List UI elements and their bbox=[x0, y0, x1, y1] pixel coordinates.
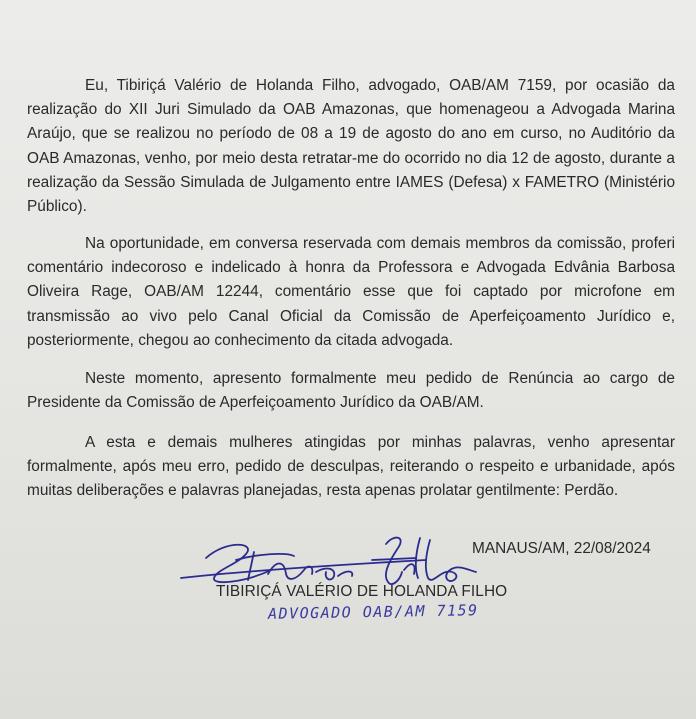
paragraph-2-text: Na oportunidade, em conversa reservada com demais membros da comissão, proferi comentário indecoroso e indelicado à honra da Professora e Advogada Edvânia Barbosa Oliveira Rage, OAB/AM 12244, comentário esse que foi captado por microfone em transmissão ao vivo pelo Canal Oficial da Comissão de Aperfeiçoamento Jurídico e, posteriormente, chegou ao conhecimento da citada advogada. bbox=[27, 235, 675, 349]
paragraph-3-text: Neste momento, apresento formalmente meu pedido de Renúncia ao cargo de Presidente da Comissão de Aperfeiçoamento Jurídico da OAB/AM. bbox=[27, 370, 675, 412]
paragraph-2 bbox=[27, 232, 675, 353]
handwritten-credential: ADVOGADO OAB/AM 7159 bbox=[267, 601, 479, 623]
paragraph-4 bbox=[27, 431, 675, 504]
paragraph-1 bbox=[27, 74, 675, 219]
paragraph-3 bbox=[27, 367, 675, 415]
paragraph-1-text: Eu, Tibiriçá Valério de Holanda Filho, advogado, OAB/AM 7159, por ocasião da realização do XII Juri Simulado da OAB Amazonas, que homenageou a Advogada Marina Araújo, que se realizou no período de 08 a 19 de agosto do ano em curso, no Auditório da OAB Amazonas, venho, por meio desta retratar-me do ocorrido no dia 12 de agosto, durante a realização da Sessão Simulada de Julgamento entre IAMES (Defesa) x FAMETRO (Ministério Público). bbox=[27, 77, 675, 216]
place-and-date: MANAUS/AM, 22/08/2024 bbox=[472, 540, 651, 557]
signer-name: TIBIRIÇÁ VALÉRIO DE HOLANDA FILHO bbox=[216, 583, 508, 600]
paragraph-4-text: A esta e demais mulheres atingidas por minhas palavras, venho apresentar formalmente, após meu erro, pedido de desculpas, reiterando o respeito e urbanidade, após muitas deliberações e palavras planejadas, resta apenas prolatar gentilmente: Perdão. bbox=[27, 434, 675, 500]
